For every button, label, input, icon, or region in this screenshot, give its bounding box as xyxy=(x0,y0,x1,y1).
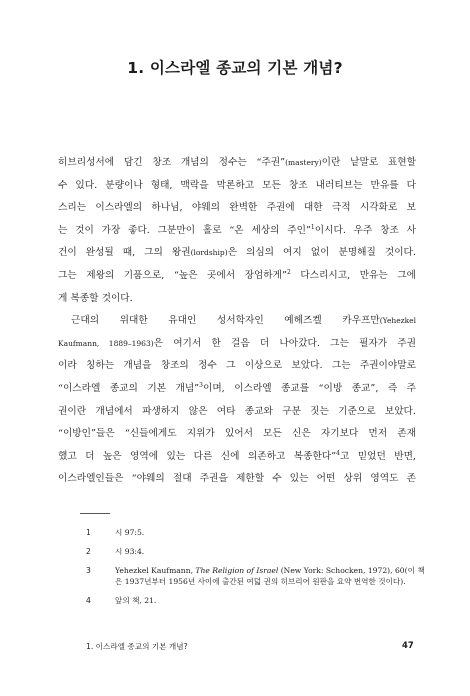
text-line: 는 것이 가장 좋다. 그분만이 홀로 “온 세상의 주인”$^1$이시다. 우주 창조 사 xyxy=(58,223,416,236)
text-line: 게 복종할 것이다. xyxy=(58,292,133,304)
footnote-text: 앞의 책, 21. xyxy=(115,596,157,605)
text-line: “이방인”들은 “신들에게도 지위가 있어서 모든 신은 자기보다 먼저 존재 xyxy=(58,428,416,440)
text-line: 스리는 이스라엘의 하나님, 야웨의 완벽한 주권에 대한 극적 시각화로 보 xyxy=(58,202,416,214)
footnote-item xyxy=(86,546,426,557)
footnote-item xyxy=(86,595,426,606)
footnote-text: 시 93:4. xyxy=(115,547,145,556)
running-head: 1. 이스라엘 종교의 기본 개념? xyxy=(86,642,188,651)
chapter-title: 1. 이스라엘 종교의 기본 개념? xyxy=(127,59,343,77)
footnote-text: Yehezkel Kaufmann, The Religion of Israel (New York: Schocken, 1972), 60(이 책은 1937년부터 1956년 사이에 출간된 여덟 권의 히브리어 원판을 요약 번역한 것이다). xyxy=(115,566,425,586)
body-text xyxy=(58,152,416,491)
text-line: 권이란 개념에서 파생하지 않은 여타 종교와 구분 짓는 기준으로 보았다. xyxy=(58,405,416,417)
footnote-number: 2 xyxy=(86,547,91,556)
footnote-number: 3 xyxy=(86,566,91,575)
footnote-number: 1 xyxy=(86,528,91,537)
footnote-ref: 3 xyxy=(199,381,203,389)
text-line: 근대의 위대한 유대인 성서학자인 예헤즈켈 카우프만(Yehezkel xyxy=(71,315,416,327)
text-line: “이스라엘 종교의 기본 개념”$^3$이며, 이스라엘 종교를 “이방 종교”, 즉 주 xyxy=(58,381,416,394)
footnote-item xyxy=(86,527,426,538)
footnote-number: 4 xyxy=(86,596,91,605)
footnote-item xyxy=(86,565,426,587)
footnote-text: 시 97:5. xyxy=(115,528,145,537)
footnote-ref: 2 xyxy=(286,268,291,276)
text-line: Kaufmann, 1889–1963)은 여기서 한 걸음 더 나아갔다. 그는 필자가 주권 xyxy=(58,337,416,349)
text-line: 수 있다. 분량이나 형태, 맥락을 막론하고 모든 창조 내러티브는 만유를 다 xyxy=(58,179,416,191)
text-line: 이라 칭하는 개념을 창조의 정수 그 이상으로 보았다. 그는 주권이야말로 xyxy=(58,360,416,372)
footnote-divider xyxy=(80,513,110,514)
text-line: 이스라엘인들은 “야웨의 절대 주권을 제한할 수 있는 어떤 상위 영역도 존 xyxy=(58,473,416,485)
footnote-ref: 4 xyxy=(336,449,340,457)
text-line: 건이 완성될 때, 그의 왕권(lordship)은 의심의 여지 없이 분명해질 것이다. xyxy=(58,247,416,259)
text-line: 그는 제왕의 기품으로, “높은 곳에서 장엄하게”$^2$ 다스리시고, 만유는 그에 xyxy=(58,268,416,281)
footnote-ref: 1 xyxy=(310,223,315,231)
footnotes xyxy=(86,527,426,614)
text-line: 히브리성서에 담긴 창조 개념의 정수는 “주권”(mastery)이란 낱말로 표현할 xyxy=(58,157,416,168)
book-title: The Religion of Israel xyxy=(195,566,279,575)
text-line: 했고 더 높은 영역에 있는 다른 신에 의존하고 복종한다”$^4$고 믿었던 반면, xyxy=(58,449,417,462)
page-number: 47 xyxy=(402,640,414,650)
